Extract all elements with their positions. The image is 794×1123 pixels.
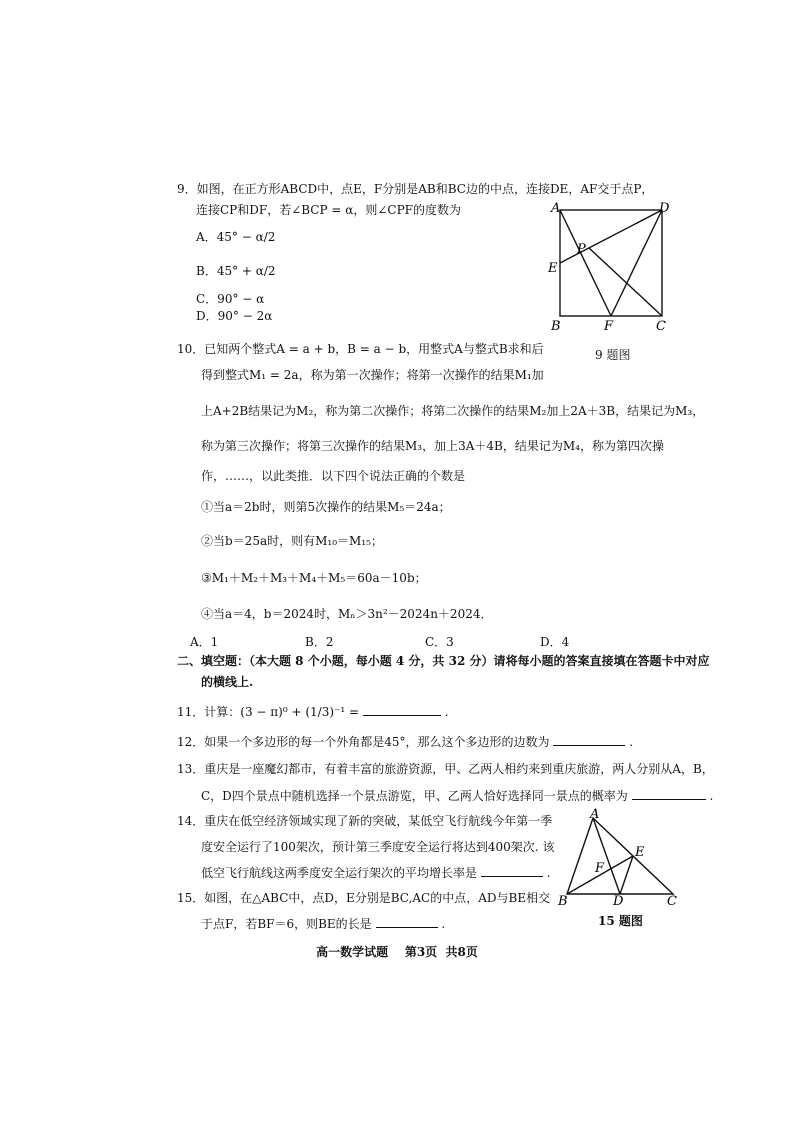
q10-statement-4: ④当a＝4，b＝2024时，Mₙ＞3n²－2024n＋2024．: [201, 607, 493, 621]
q15-line2: [201, 915, 445, 933]
q10-option-a: A．1: [190, 635, 219, 649]
q15-caption: 15 题图: [598, 914, 643, 928]
q9-label-a: A: [551, 201, 561, 216]
q13-line2: [201, 787, 713, 805]
q10-line5: 作，……，以此类推．以下四个说法正确的个数是: [201, 469, 466, 483]
q14-line2: 度安全运行了100架次，预计第三季度安全运行将达到400架次. 该: [201, 840, 555, 854]
q12-period: .: [629, 735, 634, 749]
q11-period: .: [444, 705, 449, 719]
q10-statement-3: ③M₁＋M₂＋M₃＋M₄＋M₅＝60a－10b；: [201, 571, 427, 585]
q10-option-c: C．3: [425, 635, 454, 649]
q14-answer-blank[interactable]: [481, 864, 543, 877]
q9-option-d: D．90° − 2α: [196, 309, 273, 323]
q14-stem: 低空飞行航线这两季度安全运行架次的平均增长率是: [201, 866, 478, 880]
q15-label-c: C: [667, 894, 677, 908]
q14-period: .: [546, 866, 551, 880]
q10-option-b: B．2: [305, 635, 334, 649]
q13-period: .: [709, 789, 714, 803]
q10-statement-2: ②当b＝25a时，则有M₁₀＝M₁₅；: [201, 534, 383, 548]
q9-label-p: P: [577, 242, 586, 257]
q9-caption: 9 题图: [595, 348, 631, 362]
q15-stem: 于点F，若BF＝6，则BE的长是: [201, 917, 372, 931]
q13-stem: C，D四个景点中随机选择一个景点游览，甲、乙两人恰好选择同一景点的概率为: [201, 789, 628, 803]
q9-square-figure: [545, 198, 675, 338]
page-footer: 高一数学试题 第3页 共8页: [316, 945, 478, 959]
q11-expression: 11．计算：(3 − π)⁰ + (1/3)⁻¹ =: [177, 705, 360, 719]
q9-label-f: F: [604, 319, 614, 334]
q12-answer-blank[interactable]: [553, 733, 625, 746]
q9-label-d: D: [659, 201, 670, 216]
q15-line1: 15．如图，在△ABC中，点D，E分别是BC,AC的中点，AD与BE相交: [177, 891, 551, 905]
q15-label-d: D: [613, 894, 624, 908]
q12-stem: 12．如果一个多边形的每一个外角都是45°，那么这个多边形的边数为: [177, 735, 550, 749]
q10-line1: 10．已知两个整式A = a + b，B = a − b，用整式A与整式B求和后: [177, 342, 544, 356]
q10-line3: 上A+2B结果记为M₂，称为第二次操作；将第二次操作的结果M₂加上2A＋3B，结果记为M₃，: [201, 404, 705, 418]
q15-period: .: [441, 917, 446, 931]
q12-text: [177, 733, 633, 751]
q9-label-e: E: [548, 261, 558, 276]
q15-label-f: F: [595, 861, 605, 876]
q15-label-b: B: [558, 894, 568, 908]
q15-label-e: E: [635, 845, 645, 860]
q10-line4: 称为第三次操作；将第三次操作的结果M₃，加上3A＋4B，结果记为M₄，称为第四次操: [201, 439, 664, 453]
q11-answer-blank[interactable]: [363, 703, 441, 716]
q10-line2: 得到整式M₁ = 2a，称为第一次操作；将第一次操作的结果M₁加: [201, 368, 544, 382]
q15-label-a: A: [590, 807, 600, 822]
q9-option-b: B．45° + α/2: [196, 264, 276, 278]
q11-text: [177, 703, 449, 721]
q14-line1: 14．重庆在低空经济领域实现了新的突破，某低空飞行航线今年第一季: [177, 814, 553, 828]
q9-option-c: C．90° − α: [196, 292, 265, 306]
q13-answer-blank[interactable]: [632, 787, 706, 800]
q9-stem-line1: 9．如图，在正方形ABCD中，点E，F分别是AB和BC边的中点，连接DE，AF交于点P，: [177, 182, 654, 196]
q14-line3: [201, 864, 551, 882]
q15-triangle-figure: [555, 806, 685, 908]
q15-answer-blank[interactable]: [376, 915, 438, 928]
q10-option-d: D．4: [540, 635, 570, 649]
q9-stem-line2: 连接CP和DF，若∠BCP = α，则∠CPF的度数为: [196, 203, 461, 217]
q9-option-a: A．45° − α/2: [196, 230, 276, 244]
q13-line1: 13．重庆是一座魔幻都市，有着丰富的旅游资源，甲、乙两人相约来到重庆旅游，两人分别从A，B，: [177, 762, 714, 776]
section2-heading-line2: 的横线上.: [201, 675, 254, 689]
section2-heading-line1: 二、填空题：（本大题 8 个小题，每小题 4 分，共 32 分）请将每小题的答案直接填在答题卡中对应: [177, 654, 710, 668]
q9-label-b: B: [551, 319, 561, 334]
q10-statement-1: ①当a＝2b时，则第5次操作的结果M₅＝24a；: [201, 500, 451, 514]
q9-label-c: C: [656, 319, 666, 334]
